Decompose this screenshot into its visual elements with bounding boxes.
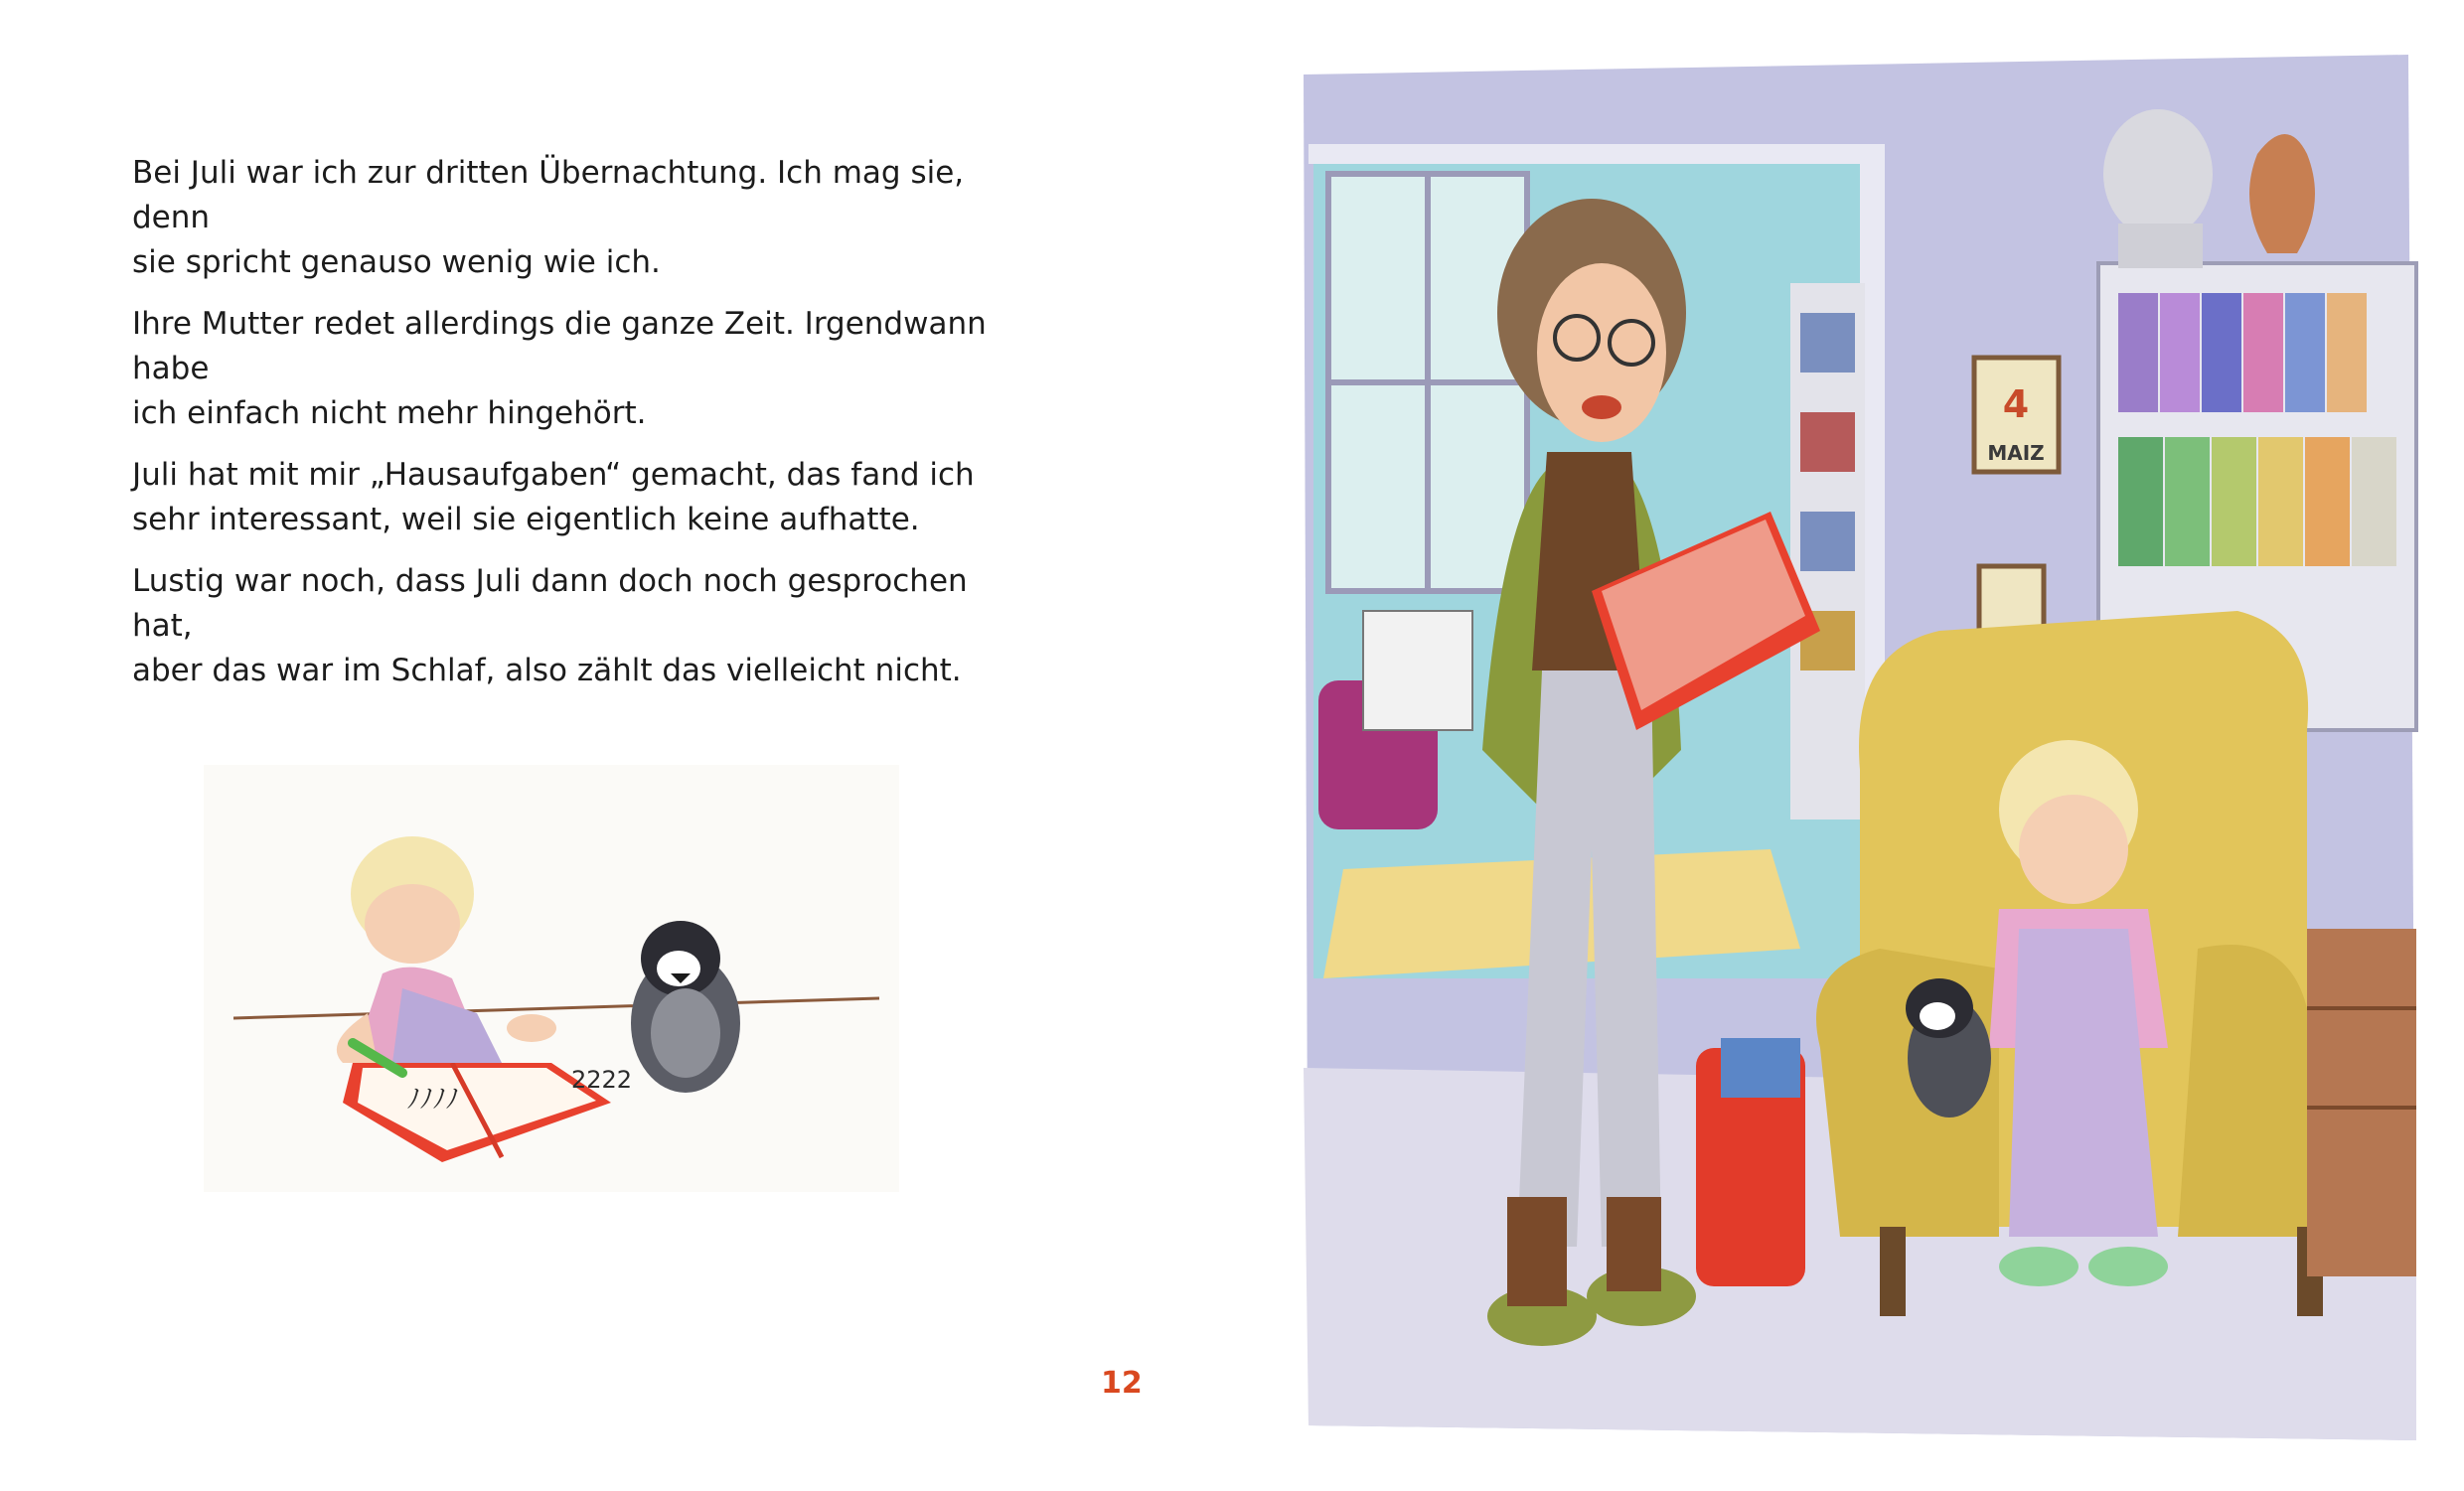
living-room-illustration: [1304, 55, 2428, 1440]
svg-text:2222: 2222: [571, 1066, 633, 1094]
wall-frame-digit: 4: [2002, 382, 2030, 426]
homework-illustration: [204, 765, 899, 1192]
paragraph: Bei Juli war ich zur dritten Übernachtung. Ich mag sie, denn sie spricht genauso wenig wie ich.: [132, 155, 965, 280]
paragraph: Ihre Mutter redet allerdings die ganze Zeit. Irgendwann habe ich einfach nicht mehr hingehört.: [132, 306, 987, 431]
paragraph: Juli hat mit mir „Hausaufgaben“ gemacht, das fand ich sehr interessant, weil sie eigentlich keine aufhatte.: [132, 457, 975, 537]
svg-text:ﾉﾉﾉﾉ: ﾉﾉﾉﾉ: [407, 1085, 460, 1115]
story-text: [132, 151, 1026, 710]
wall-frame-sign: MAIZ: [1987, 441, 2045, 465]
paragraph: Lustig war noch, dass Juli dann doch noch gesprochen hat, aber das war im Schlaf, also zählt das vielleicht nicht.: [132, 563, 968, 688]
page-number: 12: [1101, 1366, 1143, 1401]
